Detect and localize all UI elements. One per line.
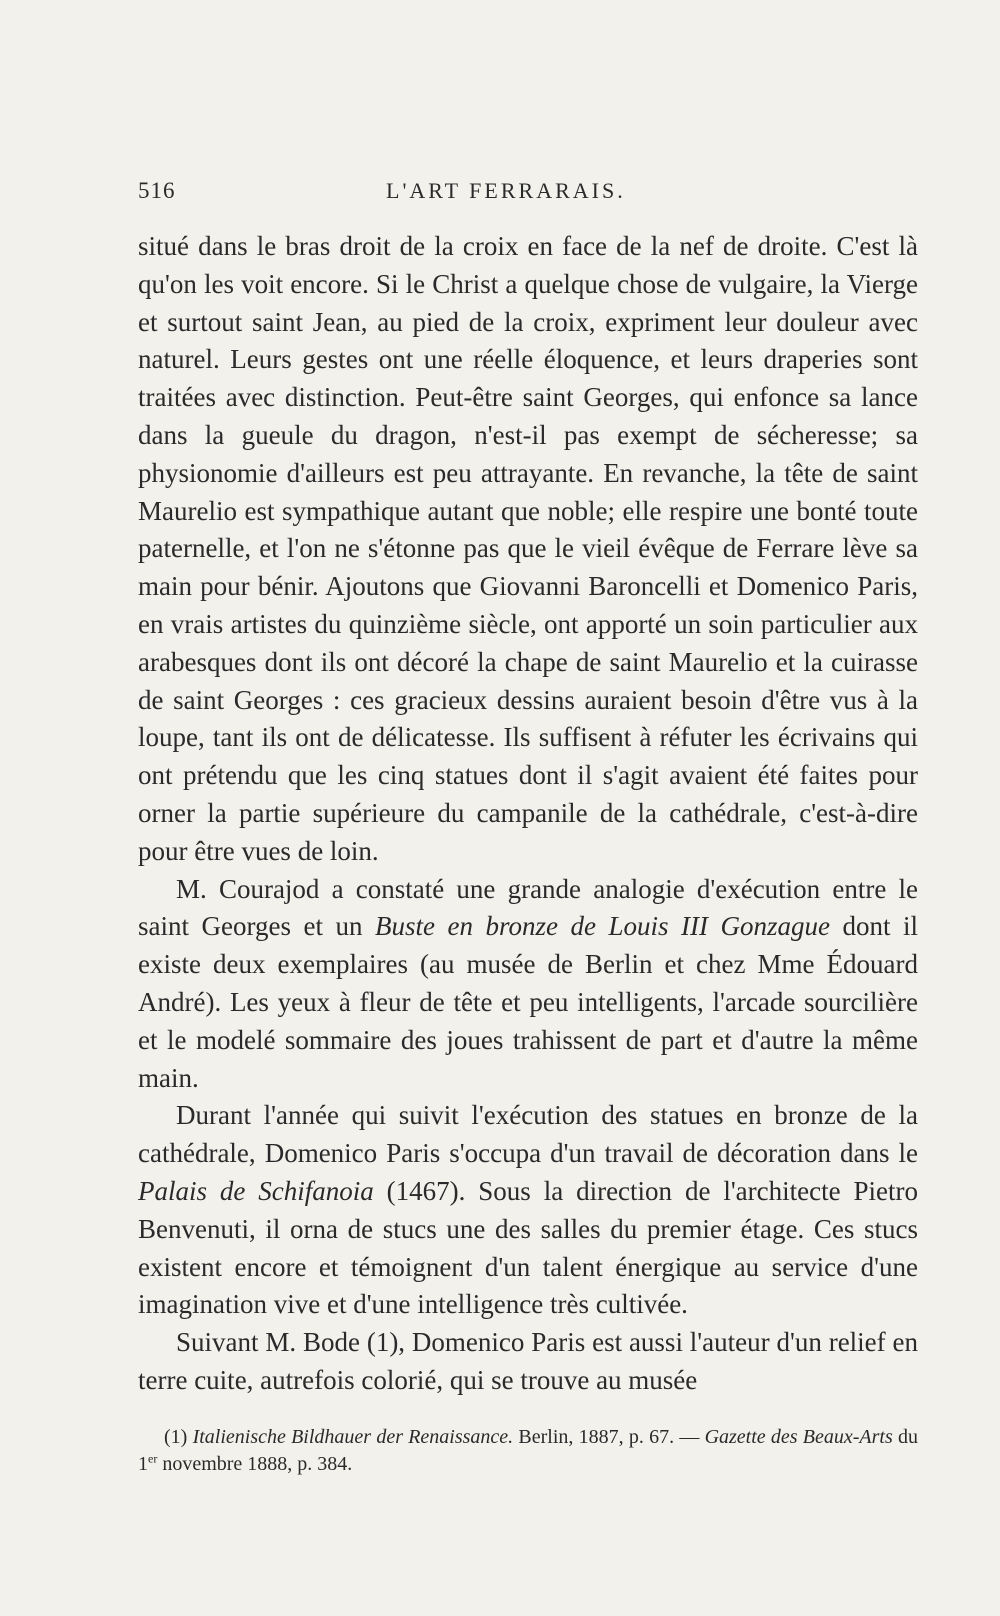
running-head [138,170,918,210]
paragraph-3-text-a: Durant l'année qui suivit l'exécution des statues en bronze de la cathédrale, Domenico Paris s'occupa d'un travail de décoration dans le [138,1100,918,1169]
body-text [138,228,918,1400]
paragraph-4-text: Suivant M. Bode (1), Domenico Paris est aussi l'auteur d'un relief en terre cuite, autrefois colorié, qui se trouve au musée [138,1327,918,1395]
paragraph-4 [138,1324,918,1400]
footnote-text [138,1424,918,1478]
book-page [138,170,918,1478]
paragraph-2-text-a: M. Courajod a constaté une grande analogie d'exécution entre le saint Georges et un [138,873,918,942]
paragraph-3-text-b: (1467). Sous la direction de l'architecte Pietro Benvenuti, il orna de stucs une des salles du premier étage. Ces stucs existent encore et témoignent d'un talent énergique au service d'une imagination vive et d'une intelligence très cultivée. [138,1175,918,1320]
paragraph-1-text: situé dans le bras droit de la croix en face de la nef de droite. C'est là qu'on les voit encore. Si le Christ a quelque chose de vulgaire, la Vierge et surtout saint Jean, au pied de la croix, expriment leur douleur avec naturel. Leurs gestes ont une réelle éloquence, et leurs draperies sont traitées avec distinction. Peut-être saint Georges, qui enfonce sa lance dans la gueule du dragon, n'est-il pas exempt de sécheresse; sa physionomie d'ailleurs est peu attrayante. En revanche, la tête de saint Maurelio est sympathique autant que noble; elle respire une bonté toute paternelle, et l'on ne s'étonne pas que le vieil évêque de Ferrare lève sa main pour bénir. Ajoutons que Giovanni Baroncelli et Domenico Paris, en vrais artistes du quinzième siècle, ont apporté un soin particulier aux arabesques dont ils ont décoré la chape de saint Maurelio et la cuirasse de saint Georges : ces gracieux dessins auraient besoin d'être vus à la loupe, tant ils ont de délicatesse. Ils suffisent à réfuter les écrivains qui ont prétendu que les cinq statues dont il s'agit avaient été faites pour orner la partie supérieure du campanile de la cathédrale, c'est-à-dire pour être vues de loin. [138,231,918,866]
running-title: L'ART FERRARAIS. [386,178,626,203]
paragraph-2-italic-title: Buste en bronze de Louis III Gonzague [374,911,830,942]
paragraph-2-text-b: dont il existe deux exemplaires (au musée de Berlin et chez Mme Édouard André). Les yeux à fleur de tête et peu intelligents, l'arcade sourcilière et le modelé sommaire des joues trahissent de part et d'autre la même main. [138,911,918,1093]
footnote-date-pre: du 1 [138,1425,919,1475]
footnote-journal: Gazette des Beaux-Arts [704,1425,893,1448]
paragraph-3 [138,1097,918,1324]
footnote-marker: (1) [164,1425,188,1448]
footnote-date-superscript: er [148,1451,158,1466]
paragraph-2 [138,871,918,1098]
footnote-work-title: Italienische Bildhauer der Renaissance. [192,1425,514,1448]
paragraph-3-italic-title: Palais de Schifanoia [138,1175,374,1206]
footnote-imprint: Berlin, 1887, p. 67. — [513,1425,705,1448]
footnote [138,1424,918,1478]
page-number: 516 [138,178,176,203]
paragraph-1 [138,228,918,871]
footnote-date-post: novembre 1888, p. 384. [157,1452,353,1475]
